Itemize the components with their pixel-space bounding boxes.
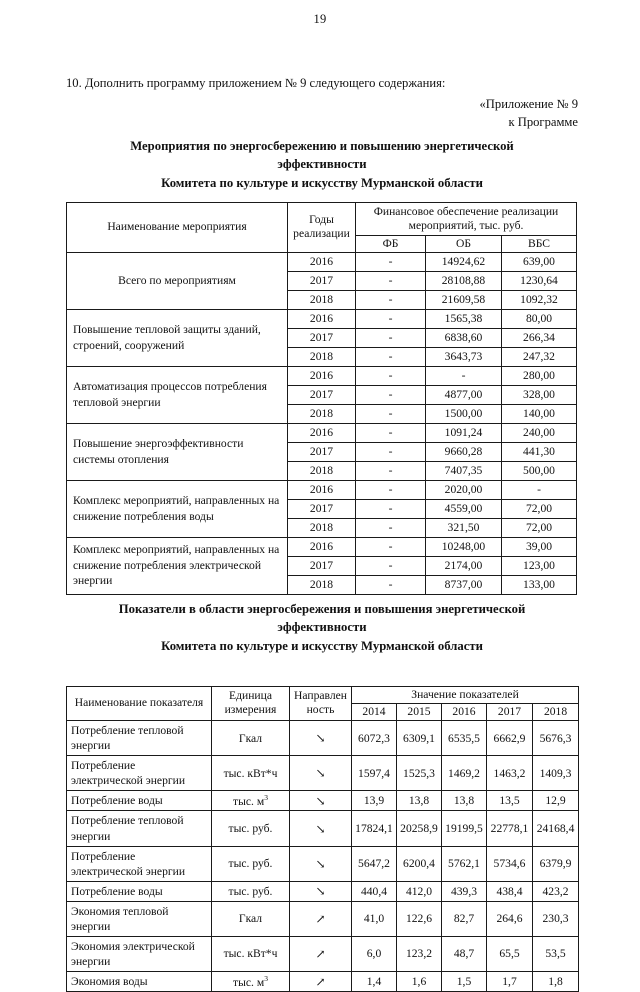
measures-title [50, 137, 594, 193]
value-cell-2015: 122,6 [397, 901, 442, 936]
value-cell-2018: 53,5 [533, 936, 579, 971]
value-cell-2015: 412,0 [397, 881, 442, 901]
cell-ob: 7407,35 [426, 461, 502, 480]
indicator-name-cell: Потребление воды [67, 791, 212, 811]
value-cell-2016: 439,3 [442, 881, 487, 901]
value-cell-2016: 13,8 [442, 791, 487, 811]
cell-year: 2017 [288, 385, 356, 404]
cell-vbs: 280,00 [502, 366, 577, 385]
value-cell-2017: 65,5 [487, 936, 533, 971]
value-cell-2016: 1,5 [442, 972, 487, 992]
value-cell-2017: 264,6 [487, 901, 533, 936]
indicator-unit-cell: тыс. руб. [212, 811, 290, 846]
cell-vbs: 266,34 [502, 328, 577, 347]
cell-fb: - [356, 290, 426, 309]
value-cell-2017: 1,7 [487, 972, 533, 992]
cell-vbs: 140,00 [502, 404, 577, 423]
cell-year: 2016 [288, 537, 356, 556]
cell-vbs: - [502, 480, 577, 499]
indicator-name-cell: Экономия электрической энергии [67, 936, 212, 971]
indicator-unit-cell: тыс. $м^3$ [212, 972, 290, 992]
value-cell-2015: 1525,3 [397, 756, 442, 791]
value-cell-2017: 22778,1 [487, 811, 533, 846]
cell-vbs: 123,00 [502, 556, 577, 575]
cell-year: 2018 [288, 404, 356, 423]
cell-fb: - [356, 309, 426, 328]
header-fb: ФБ [356, 235, 426, 252]
arrow-up-right-icon: ↗ [315, 911, 326, 926]
cell-fb: - [356, 442, 426, 461]
cell-fb: - [356, 518, 426, 537]
appendix-program-line: к Программе [508, 115, 578, 130]
indicators-table [66, 686, 579, 992]
cell-ob: 10248,00 [426, 537, 502, 556]
cell-fb: - [356, 366, 426, 385]
appendix-reference [0, 95, 578, 132]
measure-name-cell: Комплекс мероприятий, направленных на снижение потребления электрической энергии [67, 537, 288, 594]
cell-vbs: 80,00 [502, 309, 577, 328]
intro-paragraph: 10. Дополнить программу приложением № 9 следующего содержания: [66, 76, 446, 90]
table-row [67, 881, 579, 901]
indicator-unit-cell: тыс. руб. [212, 881, 290, 901]
arrow-down-right-icon: ↘ [315, 884, 326, 899]
table-header-row [67, 686, 579, 703]
table-row [67, 791, 579, 811]
cell-ob: 4559,00 [426, 499, 502, 518]
cell-year: 2017 [288, 499, 356, 518]
value-cell-2018: 1409,3 [533, 756, 579, 791]
cell-ob: 21609,58 [426, 290, 502, 309]
arrow-up-right-icon: ↗ [315, 974, 326, 989]
cell-ob: 3643,73 [426, 347, 502, 366]
value-cell-2015: 123,2 [397, 936, 442, 971]
header-financing: Финансовое обеспечение реализации мероприятий, тыс. руб. [356, 202, 577, 235]
value-cell-2017: 438,4 [487, 881, 533, 901]
cell-fb: - [356, 271, 426, 290]
cell-fb: - [356, 480, 426, 499]
direction-cell [290, 811, 352, 846]
cell-ob: 8737,00 [426, 575, 502, 594]
value-cell-2016: 82,7 [442, 901, 487, 936]
measures-title-line3: Комитета по культуре и искусству Мурманской области [161, 176, 483, 191]
indicator-name-cell: Экономия воды [67, 972, 212, 992]
header-year-2014: 2014 [352, 703, 397, 720]
value-cell-2014: 6,0 [352, 936, 397, 971]
cell-vbs: 1230,64 [502, 271, 577, 290]
header-direction: Направлен ность [290, 686, 352, 720]
cell-vbs: 72,00 [502, 518, 577, 537]
cell-ob: 28108,88 [426, 271, 502, 290]
arrow-down-right-icon: ↘ [315, 731, 326, 746]
cell-ob: 1091,24 [426, 423, 502, 442]
cell-year: 2016 [288, 480, 356, 499]
cell-ob: 1500,00 [426, 404, 502, 423]
cell-fb: - [356, 404, 426, 423]
table-row [67, 537, 577, 556]
value-cell-2014: 41,0 [352, 901, 397, 936]
value-cell-2016: 48,7 [442, 936, 487, 971]
cell-year: 2018 [288, 461, 356, 480]
table-row [67, 721, 579, 756]
indicator-unit-cell: Гкал [212, 901, 290, 936]
page-number: 19 [313, 12, 327, 26]
cell-year: 2018 [288, 290, 356, 309]
indicator-name-cell: Потребление тепловой энергии [67, 811, 212, 846]
cell-ob: 4877,00 [426, 385, 502, 404]
header-values: Значение показателей [352, 686, 579, 703]
value-cell-2014: 6072,3 [352, 721, 397, 756]
direction-cell [290, 846, 352, 881]
cell-ob: 2020,00 [426, 480, 502, 499]
cell-vbs: 500,00 [502, 461, 577, 480]
cell-year: 2016 [288, 423, 356, 442]
cell-vbs: 39,00 [502, 537, 577, 556]
header-year-2017: 2017 [487, 703, 533, 720]
table-row [67, 936, 579, 971]
header-year-2015: 2015 [397, 703, 442, 720]
cell-ob: - [426, 366, 502, 385]
cell-vbs: 72,00 [502, 499, 577, 518]
cell-year: 2016 [288, 252, 356, 271]
cell-vbs: 247,32 [502, 347, 577, 366]
table-row [67, 366, 577, 385]
cell-fb: - [356, 556, 426, 575]
value-cell-2018: 12,9 [533, 791, 579, 811]
measure-name-cell: Автоматизация процессов потребления тепловой энергии [67, 366, 288, 423]
header-vbs: ВБС [502, 235, 577, 252]
cell-year: 2017 [288, 442, 356, 461]
header-years: Годы реализации [288, 202, 356, 252]
cell-year: 2018 [288, 518, 356, 537]
arrow-down-right-icon: ↘ [315, 793, 326, 808]
cell-ob: 9660,28 [426, 442, 502, 461]
measure-name-cell: Повышение тепловой защиты зданий, строений, сооружений [67, 309, 288, 366]
cell-fb: - [356, 328, 426, 347]
table-row [67, 972, 579, 992]
cell-fb: - [356, 347, 426, 366]
value-cell-2015: 20258,9 [397, 811, 442, 846]
header-year-2016: 2016 [442, 703, 487, 720]
direction-cell [290, 881, 352, 901]
cell-vbs: 639,00 [502, 252, 577, 271]
value-cell-2014: 1,4 [352, 972, 397, 992]
value-cell-2017: 1463,2 [487, 756, 533, 791]
value-cell-2015: 6309,1 [397, 721, 442, 756]
value-cell-2016: 1469,2 [442, 756, 487, 791]
cell-year: 2018 [288, 575, 356, 594]
value-cell-2016: 19199,5 [442, 811, 487, 846]
cell-year: 2016 [288, 366, 356, 385]
value-cell-2014: 440,4 [352, 881, 397, 901]
value-cell-2015: 1,6 [397, 972, 442, 992]
direction-cell [290, 901, 352, 936]
cell-year: 2017 [288, 556, 356, 575]
indicator-name-cell: Потребление тепловой энергии [67, 721, 212, 756]
cell-vbs: 133,00 [502, 575, 577, 594]
document-page [0, 12, 640, 989]
direction-cell [290, 972, 352, 992]
cell-fb: - [356, 385, 426, 404]
table-row [67, 756, 579, 791]
arrow-up-right-icon: ↗ [315, 946, 326, 961]
table-row [67, 423, 577, 442]
value-cell-2018: 24168,4 [533, 811, 579, 846]
measure-name-cell: Повышение энергоэффективности системы отопления [67, 423, 288, 480]
indicators-title-line1: Показатели в области энергосбережения и повышения энергетической [118, 601, 526, 616]
value-cell-2018: 5676,3 [533, 721, 579, 756]
table-row [67, 811, 579, 846]
cell-fb: - [356, 252, 426, 271]
indicator-name-cell: Потребление электрической энергии [67, 846, 212, 881]
cell-year: 2016 [288, 309, 356, 328]
table-row [67, 901, 579, 936]
measures-table [66, 202, 577, 595]
indicator-unit-cell: тыс. кВт*ч [212, 756, 290, 791]
cell-fb: - [356, 537, 426, 556]
cell-fb: - [356, 575, 426, 594]
value-cell-2014: 1597,4 [352, 756, 397, 791]
unit-superscript: 3 [264, 974, 268, 984]
table-header-row [67, 202, 577, 235]
cell-vbs: 441,30 [502, 442, 577, 461]
measure-name-cell: Всего по мероприятиям [67, 252, 288, 309]
direction-cell [290, 756, 352, 791]
cell-fb: - [356, 461, 426, 480]
indicator-name-cell: Потребление электрической энергии [67, 756, 212, 791]
cell-year: 2018 [288, 347, 356, 366]
table-row [67, 846, 579, 881]
indicator-unit-cell: Гкал [212, 721, 290, 756]
table-row [67, 309, 577, 328]
header-year-2018: 2018 [533, 703, 579, 720]
value-cell-2017: 6662,9 [487, 721, 533, 756]
measures-title-line1: Мероприятия по энергосбережению и повышению энергетической [130, 138, 514, 153]
arrow-down-right-icon: ↘ [315, 821, 326, 836]
value-cell-2018: 423,2 [533, 881, 579, 901]
value-cell-2017: 13,5 [487, 791, 533, 811]
cell-ob: 321,50 [426, 518, 502, 537]
cell-year: 2017 [288, 328, 356, 347]
cell-vbs: 1092,32 [502, 290, 577, 309]
value-cell-2018: 1,8 [533, 972, 579, 992]
arrow-down-right-icon: ↘ [315, 766, 326, 781]
cell-ob: 14924,62 [426, 252, 502, 271]
cell-year: 2017 [288, 271, 356, 290]
direction-cell [290, 936, 352, 971]
arrow-down-right-icon: ↘ [315, 856, 326, 871]
direction-cell [290, 721, 352, 756]
measure-name-cell: Комплекс мероприятий, направленных на снижение потребления воды [67, 480, 288, 537]
cell-ob: 2174,00 [426, 556, 502, 575]
value-cell-2015: 6200,4 [397, 846, 442, 881]
value-cell-2018: 6379,9 [533, 846, 579, 881]
indicator-unit-cell: тыс. $м^3$ [212, 791, 290, 811]
header-indicator-name: Наименование показателя [67, 686, 212, 720]
value-cell-2018: 230,3 [533, 901, 579, 936]
value-cell-2015: 13,8 [397, 791, 442, 811]
cell-ob: 6838,60 [426, 328, 502, 347]
header-ob: ОБ [426, 235, 502, 252]
value-cell-2014: 5647,2 [352, 846, 397, 881]
direction-cell [290, 791, 352, 811]
header-measure-name: Наименование мероприятия [67, 202, 288, 252]
value-cell-2017: 5734,6 [487, 846, 533, 881]
indicator-unit-cell: тыс. кВт*ч [212, 936, 290, 971]
cell-fb: - [356, 423, 426, 442]
cell-fb: - [356, 499, 426, 518]
indicators-title-line3: Комитета по культуре и искусству Мурманской области [161, 639, 483, 654]
indicator-unit-cell: тыс. руб. [212, 846, 290, 881]
value-cell-2016: 6535,5 [442, 721, 487, 756]
indicators-title-line2: эффективности [277, 620, 367, 635]
appendix-title-line: «Приложение № 9 [479, 97, 578, 111]
cell-vbs: 328,00 [502, 385, 577, 404]
cell-ob: 1565,38 [426, 309, 502, 328]
cell-vbs: 240,00 [502, 423, 577, 442]
table-row [67, 480, 577, 499]
value-cell-2016: 5762,1 [442, 846, 487, 881]
value-cell-2014: 13,9 [352, 791, 397, 811]
table-row [67, 252, 577, 271]
header-unit: Единица измерения [212, 686, 290, 720]
indicator-name-cell: Экономия тепловой энергии [67, 901, 212, 936]
unit-superscript: 3 [264, 793, 268, 803]
indicator-name-cell: Потребление воды [67, 881, 212, 901]
measures-title-line2: эффективности [277, 156, 367, 171]
value-cell-2014: 17824,1 [352, 811, 397, 846]
indicators-title [50, 600, 594, 656]
